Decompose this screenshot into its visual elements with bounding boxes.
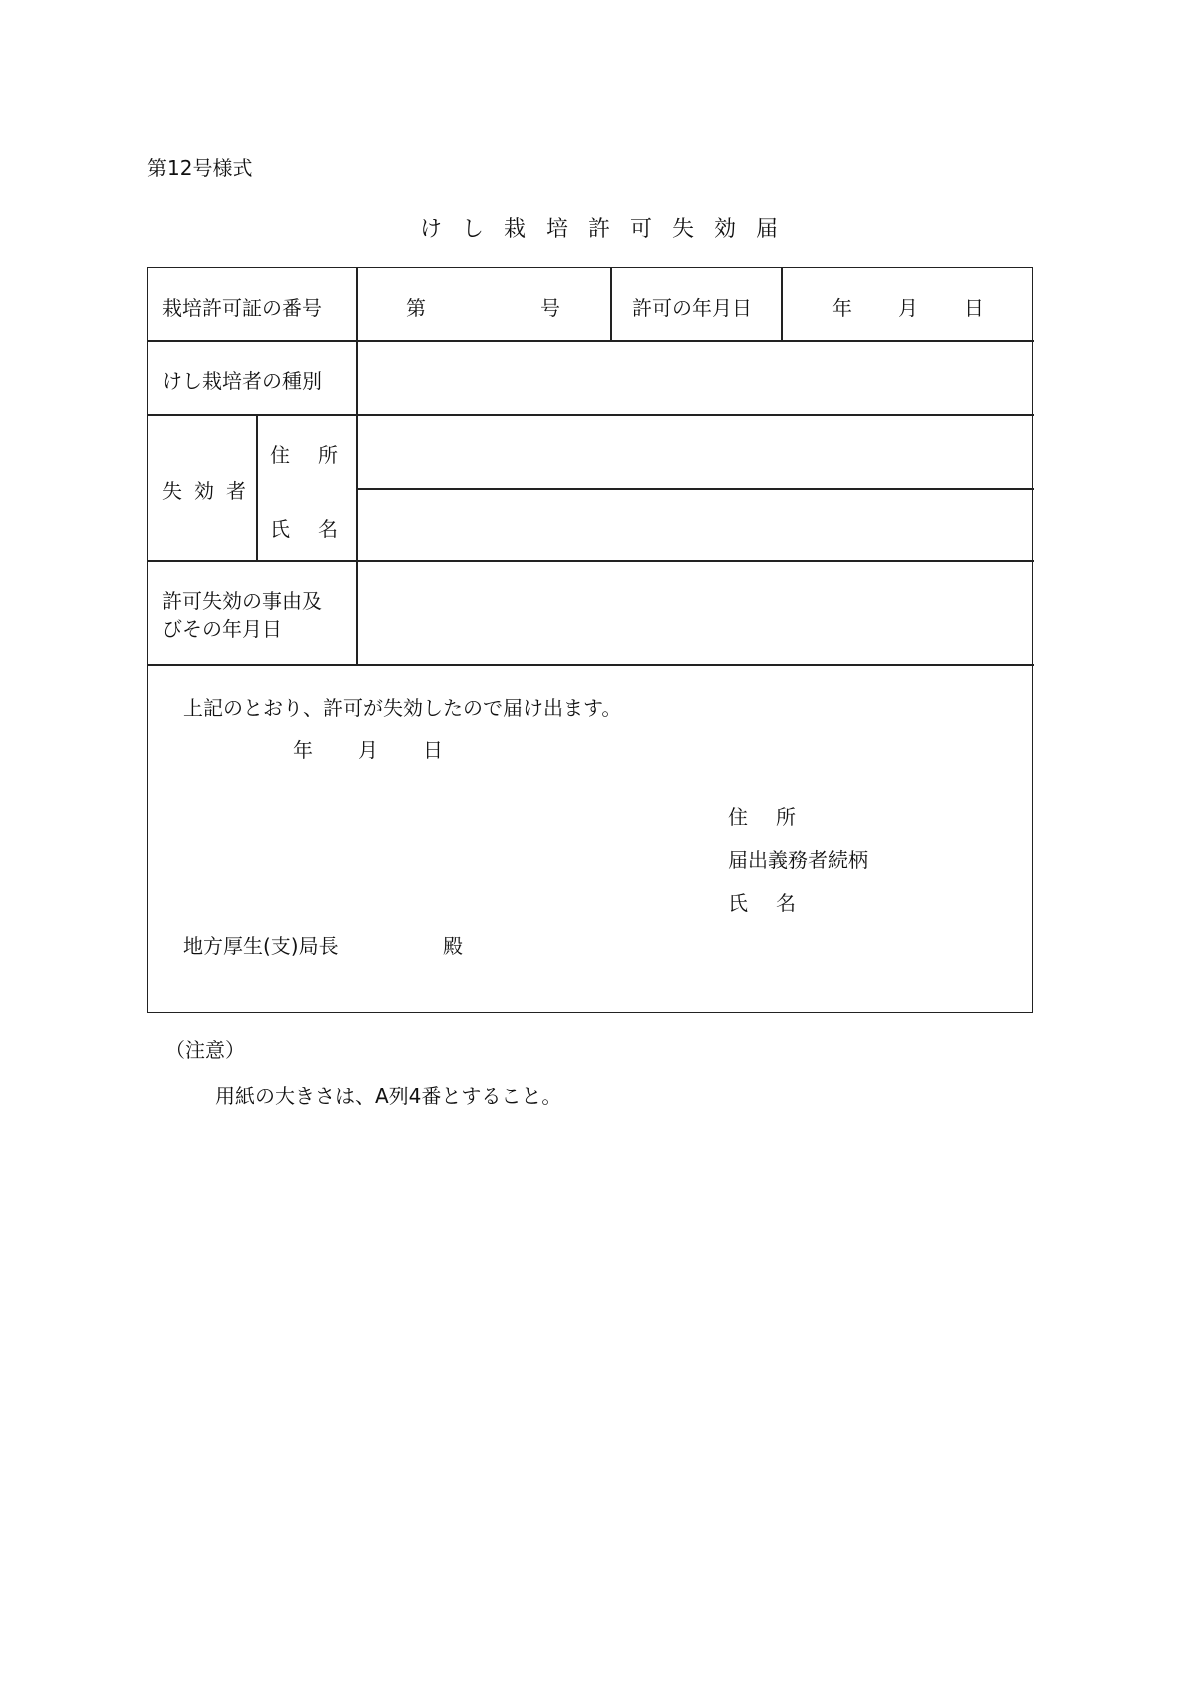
- applicant-address-label: 住所: [728, 805, 824, 829]
- reason-label-line1: 許可失効の事由及: [162, 589, 322, 613]
- row-divider: [356, 488, 1034, 490]
- reason-field[interactable]: [370, 598, 1010, 624]
- permit-date-day: 日: [964, 296, 984, 320]
- address-label: 住所: [270, 443, 366, 467]
- applicant-relation-label: 届出義務者続柄: [728, 848, 868, 872]
- column-divider: [610, 268, 612, 340]
- declaration-date-day: 日: [423, 738, 443, 762]
- reason-label-line2: びその年月日: [162, 617, 282, 641]
- permit-number-label: 栽培許可証の番号: [162, 296, 322, 320]
- notes-item: 用紙の大きさは、A列4番とすること。: [215, 1084, 562, 1108]
- permit-number-prefix: 第: [406, 296, 426, 320]
- applicant-name-label: 氏名: [728, 891, 824, 915]
- declaration-statement: 上記のとおり、許可が失効したので届け出ます。: [183, 696, 622, 720]
- grower-type-label: けし栽培者の種別: [162, 369, 322, 393]
- declaration-date-year: 年: [293, 738, 313, 762]
- permit-number-suffix: 号: [540, 296, 560, 320]
- address-field[interactable]: [370, 439, 1010, 465]
- column-divider: [781, 268, 783, 340]
- form-number: 第12号様式: [147, 156, 253, 180]
- document-title: けし栽培許可失効届: [420, 217, 799, 242]
- addressee: 地方厚生(支)局長: [183, 934, 339, 958]
- honorific: 殿: [443, 934, 463, 958]
- row-divider: [148, 414, 1034, 416]
- name-field[interactable]: [370, 513, 1010, 539]
- name-label: 氏名: [270, 517, 366, 541]
- row-divider: [148, 560, 1034, 562]
- row-divider: [148, 664, 1034, 666]
- form-table: [147, 267, 1033, 1013]
- permit-date-year: 年: [832, 296, 852, 320]
- grower-type-field[interactable]: [370, 365, 1010, 391]
- permit-date-month: 月: [898, 296, 918, 320]
- lapsed-person-label: 失効者: [162, 479, 258, 503]
- row-divider: [148, 340, 1034, 342]
- notes-heading: （注意）: [165, 1038, 245, 1062]
- permit-date-label: 許可の年月日: [632, 296, 752, 320]
- declaration-date-month: 月: [358, 738, 378, 762]
